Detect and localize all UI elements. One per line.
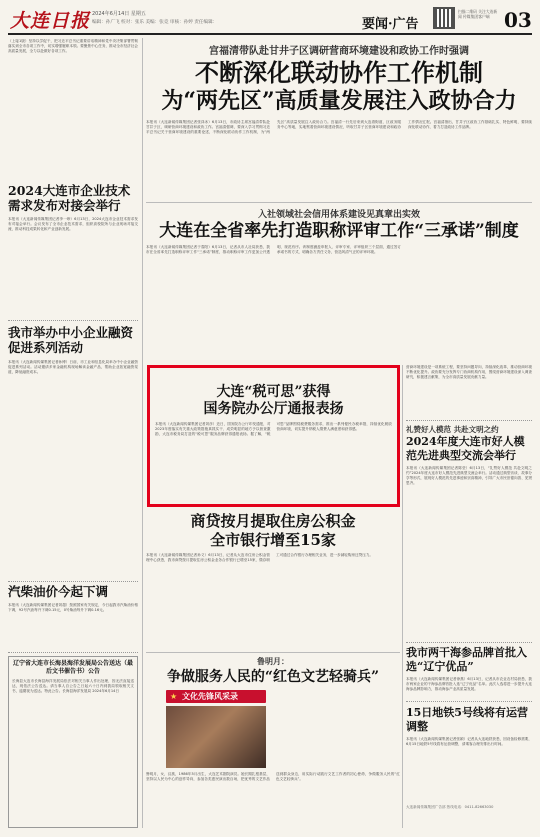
culture-banner bbox=[166, 690, 266, 703]
left-item1-body: 本报讯（大连新闻传媒集团记者李一珍）6月13日，2024大连市企业技术需求发布对接会举行。会议发布了全市企业技术需求，组织高校院所与企业现场对接交流，推动科技成果转化和产业创新发展。 bbox=[8, 217, 138, 231]
culture-kicker: 鲁明月： bbox=[257, 656, 289, 666]
lead-body: 本报讯（大连新闻传媒集团记者张泽冰）6月13日，市政协主席宫福清带队赴甘井子区，调研营商环境建设和政协工作。宫福清强调，要深入学习贯彻习近平总书记关于营商环境建设的重要论述，不断深化联动协作工作机制，为“两先区”高质量发展注入政协合力。宫福清一行先后来到大连湾街道、区政务服务中心等地，实地察看营商环境建设情况，听取甘井子区营商环境建设和政协工作情况汇报。宫福清指出，甘井子区政协工作基础扎实、特色鲜明，要持续深化联动协作，着力打造政协工作品牌。 bbox=[146, 120, 532, 134]
right-item2-title: 我市两干海参品牌首批入选“辽宁优品” bbox=[406, 646, 527, 673]
right-item3-body: 本报讯（大连新闻传媒集团记者张颖）记者从大连地铁获悉，因设备检修需要，6月15日地铁5号线将有运营调整，请乘客合理安排出行时间。 bbox=[406, 737, 532, 746]
culture-title: 争做服务人民的“红色文艺轻骑兵” bbox=[166, 669, 380, 685]
tax-story-title-line2: 国务院办公厅通报表扬 bbox=[203, 401, 344, 417]
newspaper-logo: 大连日报 bbox=[10, 10, 91, 32]
left-divider-3 bbox=[8, 652, 138, 653]
culture-photo bbox=[166, 706, 266, 768]
right-top-body: 营商环境建设是一项系统工程，要坚持问题导向，持续深化改革，推动营商环境不断优化提升。政协要充分发挥专门协商机构作用，围绕营商环境建设深入调查研究，积极建言献策，为全市高质量发展贡献力量。 bbox=[406, 365, 532, 379]
notice-box bbox=[8, 656, 138, 828]
left-item3-title: 汽柴油价今起下调 bbox=[8, 584, 109, 599]
housing-body: 本报讯（大连新闻传媒集团记者孙义）6月13日，记者从大连市住房公积金管理中心获悉，我市商贷按月提取住房公积金业务合作银行已增至15家，缴存职工可通过合作银行办理相关业务，进一步减轻购房还贷压力。 bbox=[146, 553, 374, 562]
housing-title-line1: 商贷按月提取住房公积金 bbox=[190, 512, 356, 530]
right-item1-body: 本报讯（大连新闻传媒集团记者陈莹）6月13日，“礼赞好人模范 共赴文明之约”2024年度大连市好人模范先进典型交流会举行。活动通过典型访谈、故事分享等形式，展现好人模范的先进事迹和崇高精神，引导广大市民崇德向善、见贤思齐。 bbox=[406, 466, 532, 485]
masthead-rule bbox=[8, 33, 532, 35]
left-divider-2 bbox=[8, 581, 138, 582]
tax-story-title-line1: 大连“税可思”获得 bbox=[216, 384, 331, 400]
masthead-editors: 编辑：孙广飞 校对：张乐 美编：张竞 审核：孙婷 责任编辑： bbox=[92, 20, 218, 25]
lead-kicker: 宫福清带队赴甘井子区调研营商环境建设和政协工作时强调 bbox=[209, 46, 469, 57]
left-top-body: （上接1版）坚持以学促干，把习近平总书记重要讲话精神和党中央决策部署贯彻落实到全市各项工作中，切实增强履职本领。要聚焦中心任务，推动全市经济社会高质量发展，全力以赴做好各项工作。 bbox=[8, 39, 138, 53]
housing-divider bbox=[146, 652, 400, 653]
integrity-kicker: 入社领域社会信用体系建设见真章出实效 bbox=[257, 210, 420, 220]
column-divider-left bbox=[142, 38, 143, 828]
left-item3-body: 本报讯（大连新闻传媒集团记者刘超）按照国家有关规定，今日起我市汽柴油价格下调，92号汽油每升下调0.15元，0号柴油每升下调0.16元。 bbox=[8, 603, 138, 612]
right-item3-title: 15日地铁5号线将有运营调整 bbox=[406, 706, 528, 733]
flag-icon: ★ bbox=[170, 692, 178, 701]
notice-title: 辽宁省大连市长海县海洋发展局公告送达（最后文书催告书）公告 bbox=[12, 660, 133, 675]
culture-body: 鲁明月，女，汉族，1986年5月出生，大连艺术剧院演员。她长期扎根基层，坚持以人民为中心的创作导向，参加各类惠民演出数百场，把优秀的文艺作品送到群众身边，用实际行动践行文艺工作者的初心使命，争做服务人民的“红色文艺轻骑兵”。 bbox=[146, 772, 400, 781]
column-divider-right bbox=[402, 365, 403, 828]
right-footer-note: 大连新闻传媒集团广告部 热线电话：0411-82663030 bbox=[406, 805, 494, 809]
right-divider-2 bbox=[406, 701, 532, 702]
qr-code bbox=[433, 7, 455, 29]
masthead-date: 2024年6月14日 星期五 bbox=[92, 11, 146, 17]
housing-title-line2: 全市银行增至15家 bbox=[210, 531, 336, 549]
left-divider-1 bbox=[8, 320, 138, 321]
integrity-body: 本报讯（大连新闻传媒集团记者于春阳）6月13日，记者从市人社局获悉，我市在全省率先打造职称评审工作“三承诺”制度，推动职称评审工作更加公开透明、规范有序。该制度涵盖申报人、评审专家、评审组织三个层面，通过签订承诺书的方式，明确各方责任义务，营造风清气正的评审环境。 bbox=[146, 245, 401, 254]
right-divider-1 bbox=[406, 642, 532, 643]
right-item2-body: 本报讯（大连新闻传媒集团记者徐燕）6月13日，记者从市农业农村局获悉，我市两家企业的干海参品牌首批入选“辽宁优品”名单。此次入选将进一步提升大连海参品牌影响力，推动海参产业高质量发展。 bbox=[406, 677, 532, 691]
tax-story-body: 本报讯（大连新闻传媒集团记者刘彦）近日，国务院办公厅印发通报，对2023年度落实有关重大政策措施真抓实干、成效明显的地方予以督查激励，大连市税务局打造的“税可思”服务品牌获得通报表扬。据了解，“税可思”品牌围绕税费服务需求，推出一系列便民办税举措，持续优化税收营商环境，切实提升纳税人缴费人满意度和获得感。 bbox=[155, 422, 392, 436]
qr-caption: 扫描二维码 关注大连新闻 传媒集团客户端 bbox=[458, 9, 498, 19]
right-item1-kicker: 礼赞好人模范 共赴文明之约 bbox=[406, 425, 499, 434]
tax-story-frame bbox=[147, 365, 400, 507]
lead-divider bbox=[146, 202, 532, 203]
lead-title-line1: 不断深化联动协作工作机制 bbox=[195, 58, 483, 87]
masthead bbox=[0, 0, 540, 38]
integrity-title: 大连在全省率先打造职称评审工作“三承诺”制度 bbox=[159, 221, 519, 241]
left-item2-title: 我市举办中小企业融资促进系列活动 bbox=[8, 325, 134, 355]
page-number: 03 bbox=[504, 8, 532, 32]
notice-body: 长海县大连市长海县海洋发展局依法对相关当事人作出处理，因无法直接送达，现依法公告送达。请当事人自公告之日起六十日内到我局领取相关文书，逾期视为送达。特此公告。长海县海洋发展局 2024年6月14日 bbox=[12, 679, 134, 693]
right-item1-title: 2024年度大连市好人模范先进典型交流会举行 bbox=[406, 435, 525, 462]
culture-banner-label: 文化先锋风采录 bbox=[182, 691, 238, 701]
lead-title-line2: 为“两先区”高质量发展注入政协合力 bbox=[161, 88, 517, 114]
right-divider-0 bbox=[406, 420, 532, 421]
left-item2-body: 本报讯（大连新闻传媒集团记者孙博）日前，市工业和信息化局举办中小企业融资促进系列活动。活动邀请多家金融机构现场解读金融产品，帮助企业拓宽融资渠道，降低融资成本。 bbox=[8, 360, 138, 374]
section-title: 要闻·广告 bbox=[362, 17, 419, 32]
left-item1-title: 2024大连市企业技术需求发布对接会举行 bbox=[8, 183, 131, 213]
